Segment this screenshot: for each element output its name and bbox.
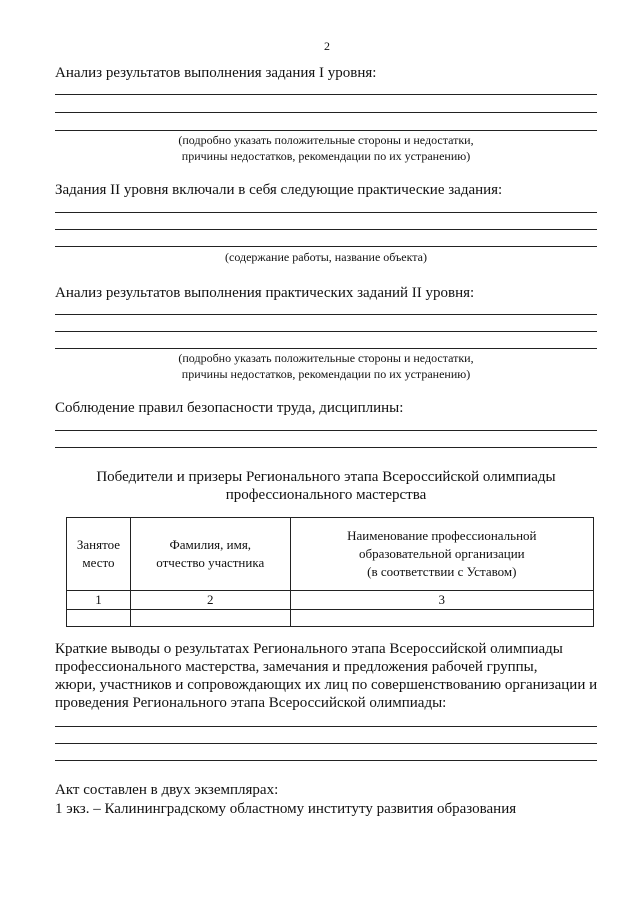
fill-line	[55, 331, 597, 332]
conclusions-line-3: жюри, участников и сопровождающих их лиц по совершенствованию организации и	[55, 677, 598, 693]
fill-line	[55, 212, 597, 213]
page-number: 2	[324, 39, 330, 53]
section3-hint-1: (подробно указать положительные стороны и недостатки,	[178, 351, 474, 365]
empty-cell	[130, 610, 290, 627]
header-place-line1: Занятое	[76, 537, 121, 552]
col-number-3: 3	[290, 591, 593, 610]
conclusions-line-2: профессионального мастерства, замечания и предложения рабочей группы,	[55, 659, 538, 675]
section3-hint-2: причины недостатков, рекомендации по их устранению)	[181, 367, 471, 381]
fill-line	[55, 447, 597, 448]
header-name-line1: Фамилия, имя,	[169, 537, 252, 552]
empty-cell	[67, 610, 131, 627]
section3-heading: Анализ результатов выполнения практических заданий II уровня:	[55, 285, 475, 301]
col-number-1: 1	[67, 591, 131, 610]
table-numbers-row	[67, 591, 594, 610]
act-line-2: 1 экз. – Калининградскому областному институту развития образования	[55, 801, 517, 817]
section1-heading: Анализ результатов выполнения задания I уровня:	[55, 65, 377, 81]
header-name-line2: отчество участника	[156, 555, 265, 570]
fill-line	[55, 430, 597, 431]
fill-line	[55, 130, 597, 131]
section1-hint-2: причины недостатков, рекомендации по их устранению)	[181, 149, 471, 163]
header-name	[130, 518, 290, 591]
col-number-2: 2	[130, 591, 290, 610]
winners-title-2: профессионального мастерства	[225, 487, 427, 503]
fill-line	[55, 246, 597, 247]
winners-title-1: Победители и призеры Регионального этапа Всероссийской олимпиады	[96, 469, 556, 485]
empty-cell	[290, 610, 593, 627]
header-org-line2: образовательной организации	[358, 546, 525, 561]
fill-line	[55, 726, 597, 727]
header-place-line2: место	[82, 555, 115, 570]
fill-line	[55, 112, 597, 113]
fill-line	[55, 94, 597, 95]
section1-hint-1: (подробно указать положительные стороны и недостатки,	[178, 133, 474, 147]
fill-line	[55, 229, 597, 230]
section2-hint: (содержание работы, название объекта)	[225, 250, 427, 264]
fill-line	[55, 743, 597, 744]
conclusions-line-4: проведения Регионального этапа Всероссийской олимпиады:	[55, 695, 447, 711]
act-line-1: Акт составлен в двух экземплярах:	[55, 782, 279, 798]
fill-line	[55, 760, 597, 761]
header-place	[67, 518, 131, 591]
table-row	[67, 610, 594, 627]
conclusions-line-1: Краткие выводы о результатах Регионального этапа Всероссийской олимпиады	[55, 641, 563, 657]
header-organization	[290, 518, 593, 591]
section4-heading: Соблюдение правил безопасности труда, дисциплины:	[55, 400, 404, 416]
section2-heading: Задания II уровня включали в себя следующие практические задания:	[55, 182, 503, 198]
winners-table	[66, 517, 594, 627]
fill-line	[55, 314, 597, 315]
header-org-line3: (в соответствии с Уставом)	[367, 564, 517, 579]
fill-line	[55, 348, 597, 349]
header-org-line1: Наименование профессиональной	[347, 528, 537, 543]
table-header-row	[67, 518, 594, 591]
